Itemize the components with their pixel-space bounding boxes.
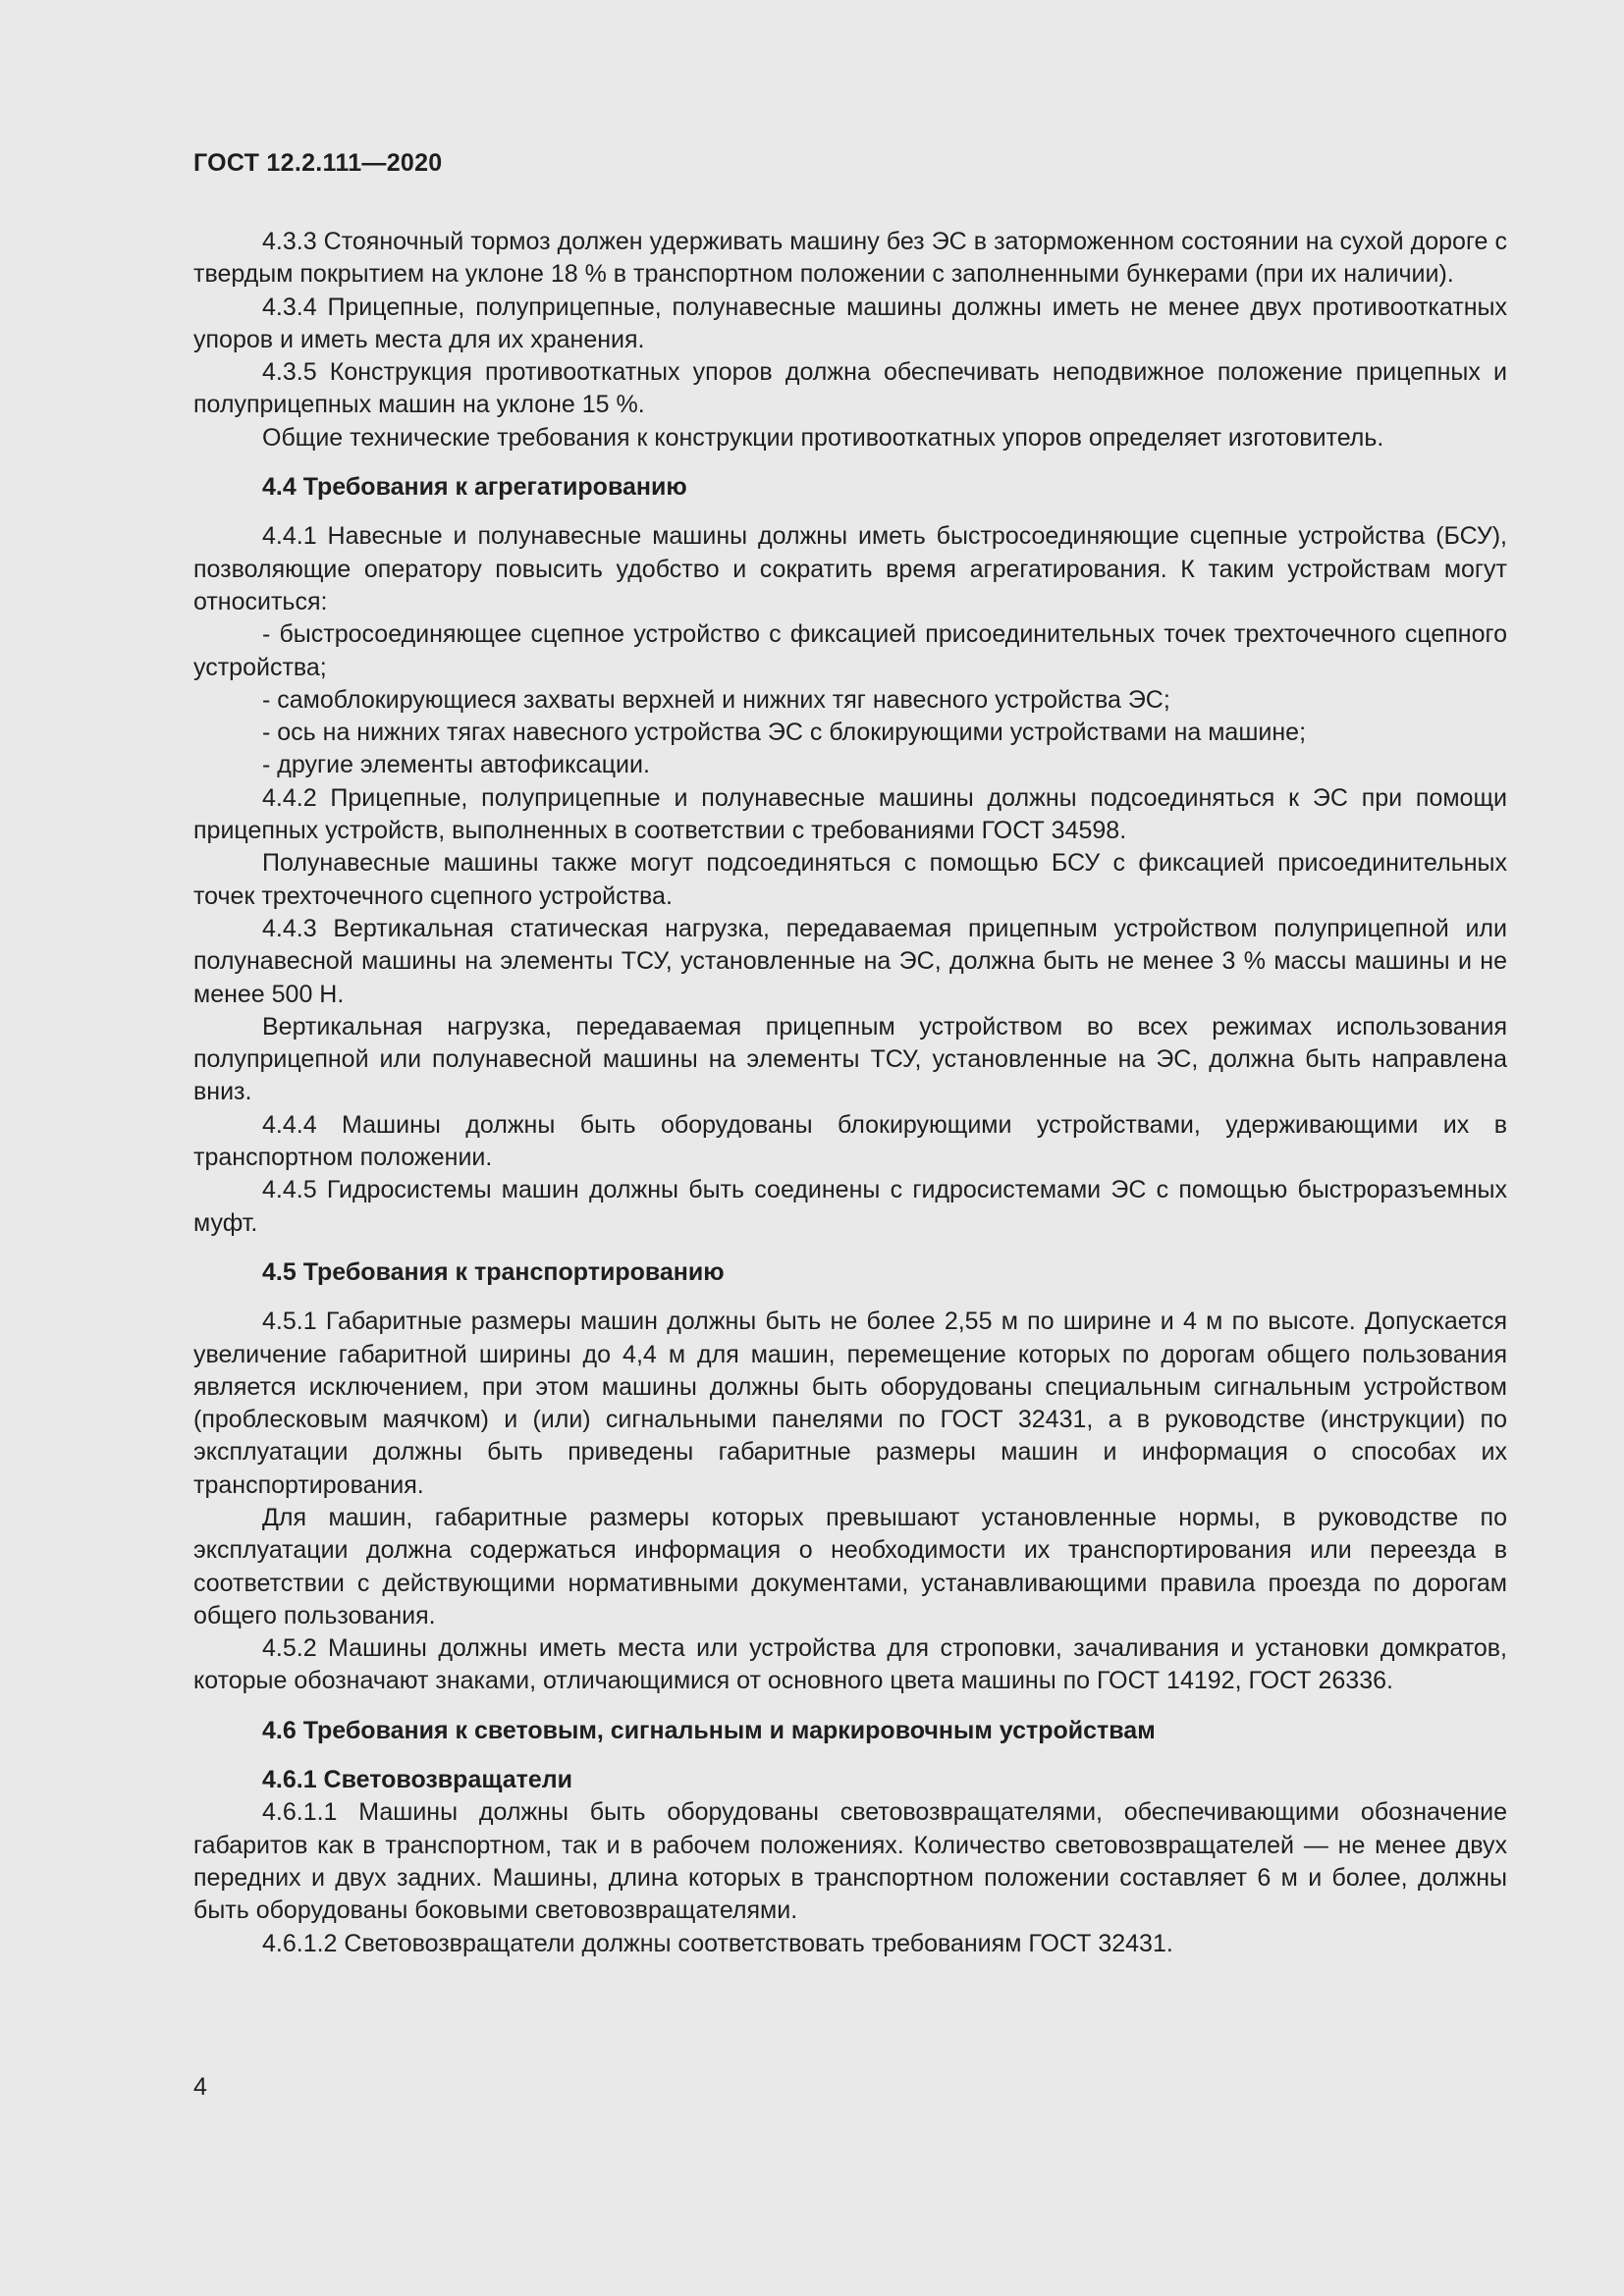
list-item: - ось на нижних тягах навесного устройства ЭС с блокирующими устройствами на машине; — [262, 719, 1307, 747]
list-item: - самоблокирующиеся захваты верхней и нижних тяг навесного устройства ЭС; — [262, 685, 1170, 714]
paragraph-4-4-3-note: Вертикальная нагрузка, передаваемая прицепным устройством во всех режимах использования полуприцепной или полунавесной машины на элементы ТСУ, установленные на ЭС, должна быть направлена вниз. — [193, 1012, 1507, 1106]
section-heading-4-5: 4.5 Требования к транспортированию — [262, 1257, 725, 1286]
document-body — [193, 226, 1507, 1960]
section-heading-4-4: 4.4 Требования к агрегатированию — [262, 473, 687, 502]
paragraph-4-3-5: 4.3.5 Конструкция противооткатных упоров должна обеспечивать неподвижное положение прицепных и полуприцепных машин на уклоне 15 %. — [193, 358, 1507, 419]
paragraph-4-4-3: 4.4.3 Вертикальная статическая нагрузка, передаваемая прицепным устройством полуприцепной или полунавесной машины на элементы ТСУ, установленные на ЭС, должна быть не менее 3 % массы машины и не менее 500 Н. — [193, 914, 1507, 1008]
list-item: - быстросоединяющее сцепное устройство с фиксацией присоединительных точек трехточечного сцепного устройства; — [193, 620, 1507, 681]
paragraph-4-4-4: 4.4.4 Машины должны быть оборудованы блокирующими устройствами, удерживающими их в транспортном положении. — [193, 1110, 1507, 1172]
list-item: - другие элементы автофиксации. — [262, 751, 650, 779]
paragraph-4-4-1: 4.4.1 Навесные и полунавесные машины должны иметь быстросоединяющие сцепные устройства (БСУ), позволяющие оператору повысить удобство и сократить время агрегатирования. К таким устройствам могут относиться: — [193, 522, 1507, 615]
paragraph-4-3-3: 4.3.3 Стояночный тормоз должен удерживать машину без ЭС в заторможенном состоянии на сухой дороге с твердым покрытием на уклоне 18 % в транспортном положении с заполненными бункерами (при их наличии). — [193, 228, 1507, 289]
paragraph-4-4-2-note: Полунавесные машины также могут подсоединяться с помощью БСУ с фиксацией присоединительных точек трехточечного сцепного устройства. — [193, 849, 1507, 910]
section-heading-4-6: 4.6 Требования к световым, сигнальным и маркировочным устройствам — [262, 1716, 1156, 1744]
page-number: 4 — [193, 2073, 207, 2101]
paragraph-4-5-2: 4.5.2 Машины должны иметь места или устройства для строповки, зачаливания и установки домкратов, которые обозначают знаками, отличающимися от основного цвета машины по ГОСТ 14192, ГОСТ 26336. — [193, 1634, 1507, 1695]
subsection-heading-4-6-1: 4.6.1 Световозвращатели — [262, 1766, 573, 1794]
paragraph-4-4-5: 4.4.5 Гидросистемы машин должны быть соединены с гидросистемами ЭС с помощью быстроразъемных муфт. — [193, 1176, 1507, 1237]
paragraph-4-4-2: 4.4.2 Прицепные, полуприцепные и полунавесные машины должны подсоединяться к ЭС при помощи прицепных устройств, выполненных в соответствии с требованиями ГОСТ 34598. — [193, 783, 1507, 845]
paragraph-4-3-5-note: Общие технические требования к конструкции противооткатных упоров определяет изготовитель. — [262, 423, 1384, 452]
paragraph-4-5-1: 4.5.1 Габаритные размеры машин должны быть не более 2,55 м по ширине и 4 м по высоте. Допускается увеличение габаритной ширины до 4,4 м для машин, перемещение которых по дорогам общего пользования является исключением, при этом машины должны быть оборудованы специальным сигнальным устройством (проблесковым маячком) и (или) сигнальными панелями по ГОСТ 32431, а в руководстве (инструкции) по эксплуатации должны быть приведены габаритные размеры машин и информация о способах их транспортирования. — [193, 1308, 1507, 1499]
paragraph-4-6-1-2: 4.6.1.2 Световозвращатели должны соответствовать требованиям ГОСТ 32431. — [262, 1929, 1173, 1957]
paragraph-4-5-1-note: Для машин, габаритные размеры которых превышают установленные нормы, в руководстве по эксплуатации должна содержаться информация о необходимости их транспортирования или переезда в соответствии с действующими нормативными документами, устанавливающими правила проезда по дорогам общего пользования. — [193, 1503, 1507, 1629]
document-header: ГОСТ 12.2.111—2020 — [193, 149, 443, 177]
paragraph-4-6-1-1: 4.6.1.1 Машины должны быть оборудованы световозвращателями, обеспечивающими обозначение габаритов как в транспортном, так и в рабочем положениях. Количество световозвращателей — не менее двух передних и двух задних. Машины, длина которых в транспортном положении составляет 6 м и более, должны быть оборудованы боковыми световозвращателями. — [193, 1798, 1507, 1925]
paragraph-4-3-4: 4.3.4 Прицепные, полуприцепные, полунавесные машины должны иметь не менее двух противооткатных упоров и иметь места для их хранения. — [193, 293, 1507, 353]
